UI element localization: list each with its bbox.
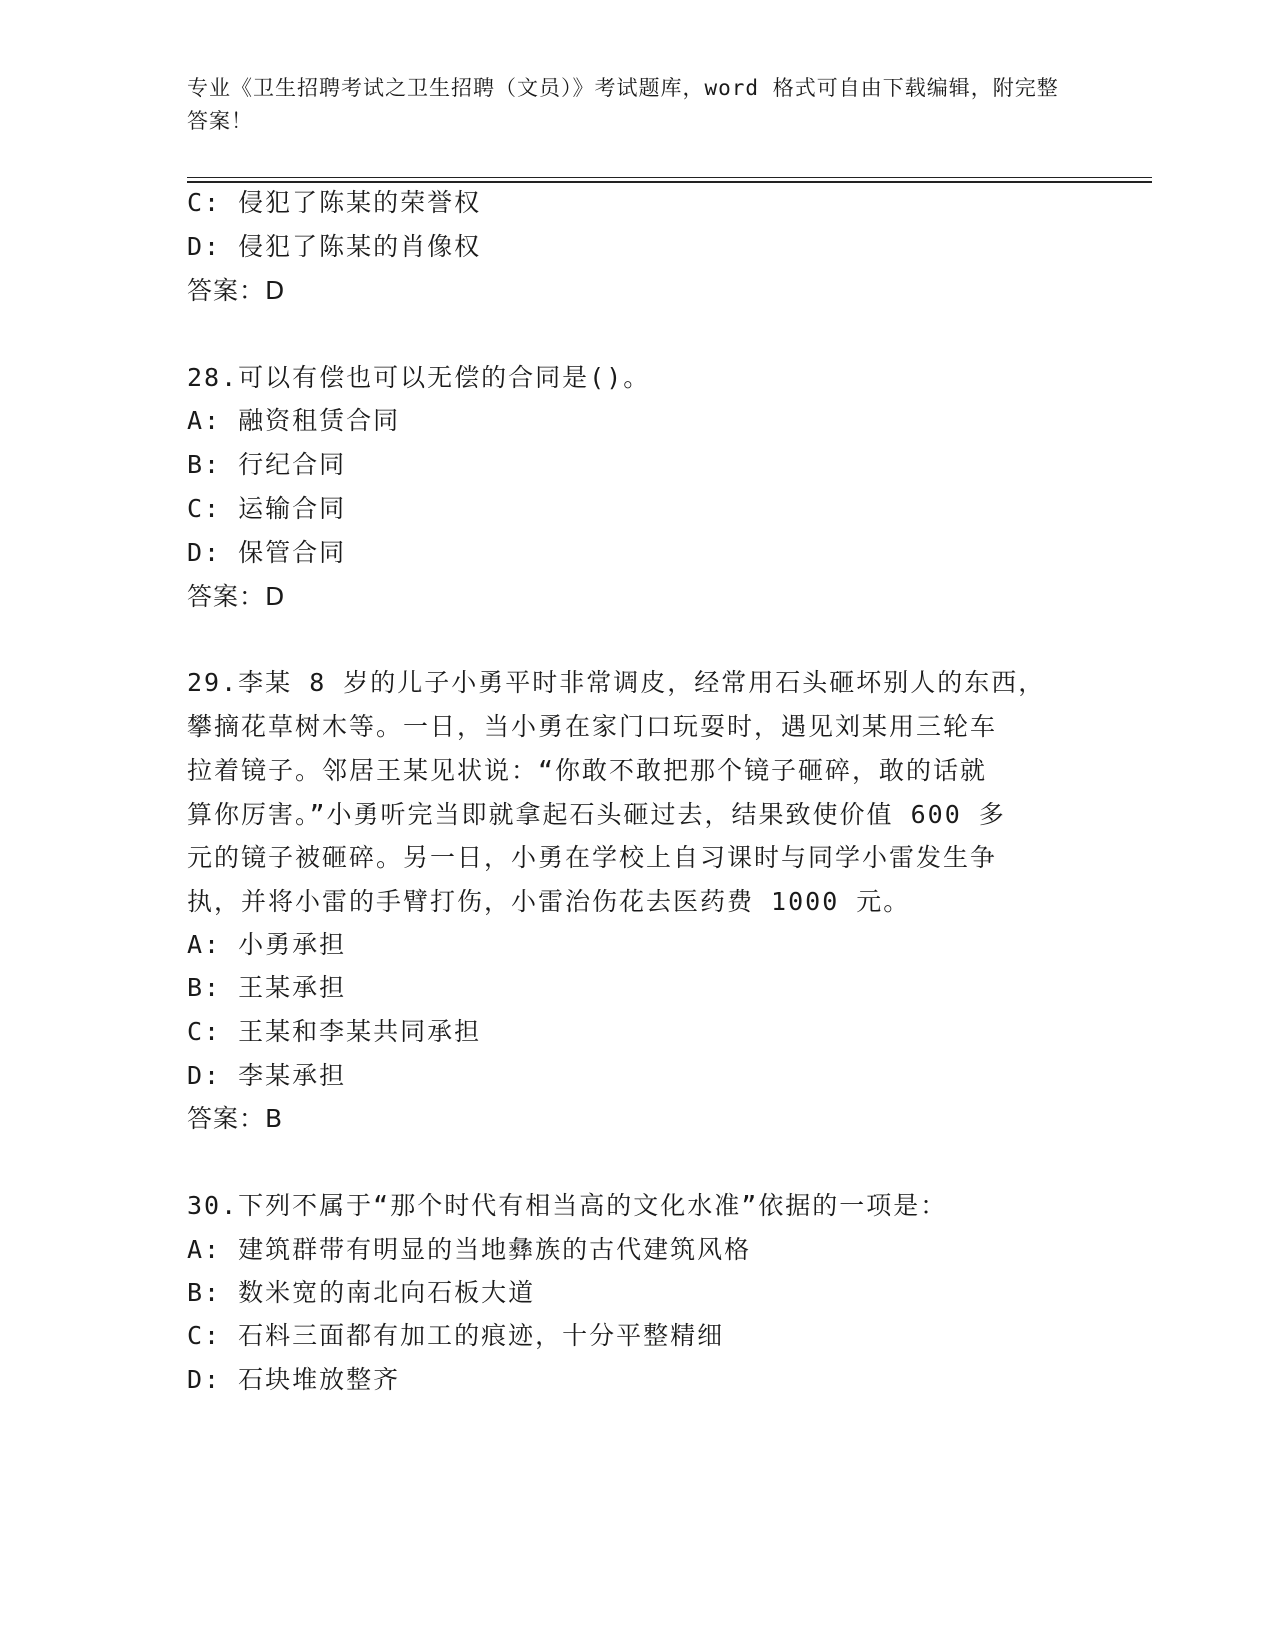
q27-answer: 答案：D — [187, 276, 286, 305]
q28-option-c: C: 运输合同 — [187, 494, 347, 523]
q29-stem-line-4: 算你厉害。”小勇听完当即就拿起石头砸过去，结果致使价值 600 多 — [187, 800, 1006, 829]
q28-stem: 28.可以有偿也可以无偿的合同是()。 — [187, 363, 651, 392]
q29-stem-line-2: 攀摘花草树木等。一日，当小勇在家门口玩耍时，遇见刘某用三轮车 — [187, 712, 998, 741]
q30-stem: 30.下列不属于“那个时代有相当高的文化水准”依据的一项是： — [187, 1191, 948, 1220]
q29-stem-line-1: 29.李某 8 岁的儿子小勇平时非常调皮，经常用石头砸坏别人的东西， — [187, 668, 1046, 697]
q29-option-c: C: 王某和李某共同承担 — [187, 1017, 482, 1046]
q30-option-c: C: 石料三面都有加工的痕迹，十分平整精细 — [187, 1321, 725, 1350]
q29-option-d: D: 李某承担 — [187, 1061, 347, 1090]
header-divider-thick — [187, 181, 1152, 183]
q29-option-a: A: 小勇承担 — [187, 930, 347, 959]
q29-stem-line-5: 元的镜子被砸碎。另一日，小勇在学校上自习课时与同学小雷发生争 — [187, 843, 998, 872]
q29-stem-line-6: 执，并将小雷的手臂打伤，小雷治伤花去医药费 1000 元。 — [187, 887, 911, 916]
q28-option-a: A: 融资租赁合同 — [187, 406, 401, 435]
q28-answer: 答案：D — [187, 582, 286, 611]
q29-option-b: B: 王某承担 — [187, 973, 347, 1002]
q29-stem-line-3: 拉着镜子。邻居王某见状说：“你敢不敢把那个镜子砸碎，敢的话就 — [187, 756, 988, 785]
header-divider-thin — [187, 177, 1152, 178]
q27-option-c: C: 侵犯了陈某的荣誉权 — [187, 188, 482, 217]
q28-option-b: B: 行纪合同 — [187, 450, 347, 479]
q27-option-d: D: 侵犯了陈某的肖像权 — [187, 232, 482, 261]
q30-option-b: B: 数米宽的南北向石板大道 — [187, 1278, 536, 1307]
q30-option-a: A: 建筑群带有明显的当地彝族的古代建筑风格 — [187, 1235, 752, 1264]
page-header: 专业《卫生招聘考试之卫生招聘（文员）》考试题库，word 格式可自由下载编辑，附完整答案！ — [187, 76, 1059, 133]
q30-option-d: D: 石块堆放整齐 — [187, 1365, 401, 1394]
q29-answer: 答案：B — [187, 1104, 284, 1133]
q28-option-d: D: 保管合同 — [187, 538, 347, 567]
